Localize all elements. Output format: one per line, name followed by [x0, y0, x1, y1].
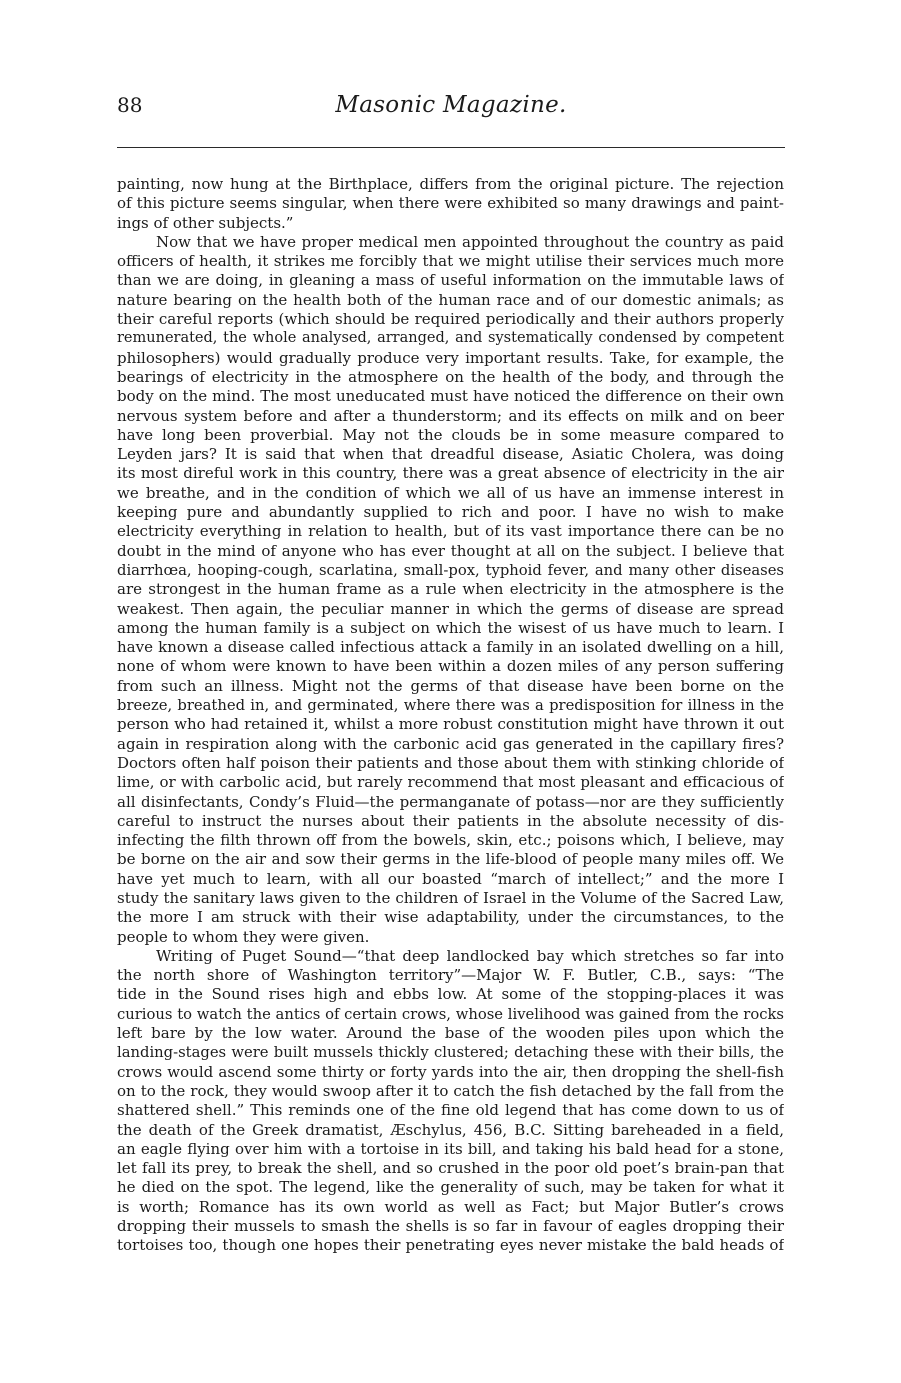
text-line: body on the mind. The most uneducated must have noticed the difference on their own [117, 387, 784, 406]
text-line: is worth; Romance has its own world as well as Fact; but Major Butler’s crows [117, 1197, 784, 1216]
text-line: left bare by the low water. Around the base of the wooden piles upon which the [117, 1024, 784, 1043]
text-line: their careful reports (which should be required periodically and their authors properly [117, 310, 784, 329]
text-line: officers of health, it strikes me forcibly that we might utilise their services much more [117, 252, 784, 271]
text-line: be borne on the air and sow their germs in the life-blood of people many miles off. We [117, 850, 784, 869]
text-line: have known a disease called infectious attack a family in an isolated dwelling on a hill, [117, 638, 784, 657]
text-line: have yet much to learn, with all our boasted “march of intellect;” and the more I [117, 869, 784, 888]
text-line: lime, or with carbolic acid, but rarely recommend that most pleasant and efficacious of [117, 773, 784, 792]
text-line: its most direful work in this country, there was a great absence of electricity in the air [117, 464, 784, 483]
text-line: electricity everything in relation to health, but of its vast importance there can be no [117, 522, 784, 541]
text-line: tide in the Sound rises high and ebbs low. At some of the stopping-places it was [117, 985, 784, 1004]
text-line: than we are doing, in gleaning a mass of useful information on the immutable laws of [117, 271, 784, 290]
text-line: doubt in the mind of anyone who has ever thought at all on the subject. I believe that [117, 541, 784, 560]
header-divider [117, 147, 785, 148]
text-line: landing-stages were built mussels thickly clustered; detaching these with their bills, the [117, 1044, 784, 1062]
text-line: of this picture seems singular, when there were exhibited so many drawings and paint- [117, 194, 784, 213]
text-line: infecting the filth thrown off from the bowels, skin, etc.; poisons which, I believe, may [117, 831, 784, 850]
text-line: breeze, breathed in, and germinated, where there was a predisposition for illness in the [117, 697, 784, 715]
text-line: an eagle flying over him with a tortoise in its bill, and taking his bald head for a stone, [117, 1139, 784, 1158]
text-line: Now that we have proper medical men appointed throughout the country as paid [156, 232, 784, 251]
article-body [117, 175, 784, 1375]
text-line: on to the rock, they would swoop after it to catch the fish detached by the fall from the [117, 1081, 784, 1100]
text-line: diarrhœa, hooping-cough, scarlatina, small-pox, typhoid fever, and many other diseases [117, 561, 784, 579]
text-line: painting, now hung at the Birthplace, differs from the original picture. The rejection [117, 175, 784, 193]
text-line: person who had retained it, whilst a more robust constitution might have thrown it out [117, 715, 784, 734]
page-header [117, 92, 785, 126]
text-line: again in respiration along with the carbonic acid gas generated in the capillary fires? [117, 734, 784, 753]
text-line: Doctors often half poison their patients and those about them with stinking chloride of [117, 753, 784, 772]
text-line: study the sanitary laws given to the children of Israel in the Volume of the Sacred Law, [117, 888, 784, 907]
text-line: remunerated, the whole analysed, arranged, and systematically condensed by competent [117, 330, 784, 347]
text-line: ings of other subjects.” [117, 213, 294, 232]
running-title: Masonic Magazine. [335, 92, 567, 118]
text-line: shattered shell.” This reminds one of the fine old legend that has come down to us of [117, 1101, 784, 1120]
text-line: Leyden jars? It is said that when that dreadful disease, Asiatic Cholera, was doing [117, 445, 784, 464]
text-line: Writing of Puget Sound—“that deep landlocked bay which stretches so far into [156, 946, 784, 965]
page-number: 88 [117, 93, 143, 117]
text-line: nature bearing on the health both of the human race and of our domestic animals; as [117, 290, 784, 309]
text-line: none of whom were known to have been within a dozen miles of any person suffering [117, 657, 784, 676]
text-line: curious to watch the antics of certain crows, whose livelihood was gained from the rocks [117, 1005, 784, 1023]
text-line: from such an illness. Might not the germs of that disease have been borne on the [117, 676, 784, 695]
text-line: among the human family is a subject on which the wisest of us have much to learn. I [117, 618, 784, 637]
text-line: people to whom they were given. [117, 927, 370, 946]
text-line: have long been proverbial. May not the clouds be in some measure compared to [117, 425, 784, 444]
text-line: crows would ascend some thirty or forty yards into the air, then dropping the shell-fish [117, 1062, 784, 1081]
text-line: dropping their mussels to smash the shells is so far in favour of eagles dropping their [117, 1217, 784, 1236]
text-line: all disinfectants, Condy’s Fluid—the permanganate of potass—nor are they sufficiently [117, 792, 784, 811]
text-line: weakest. Then again, the peculiar manner in which the germs of disease are spread [117, 599, 784, 618]
text-line: keeping pure and abundantly supplied to rich and poor. I have no wish to make [117, 503, 784, 522]
text-line: tortoises too, though one hopes their penetrating eyes never mistake the bald heads of [117, 1236, 784, 1255]
text-line: bearings of electricity in the atmosphere on the health of the body, and through the [117, 367, 784, 386]
text-line: the death of the Greek dramatist, Æschylus, 456, B.C. Sitting bareheaded in a field, [117, 1120, 784, 1139]
text-line: the more I am struck with their wise adaptability, under the circumstances, to the [117, 908, 784, 927]
text-line: we breathe, and in the condition of which we all of us have an immense interest in [117, 483, 784, 502]
text-line: nervous system before and after a thunderstorm; and its effects on milk and on beer [117, 406, 784, 425]
text-line: are strongest in the human frame as a rule when electricity in the atmosphere is the [117, 580, 784, 599]
text-line: careful to instruct the nurses about their patients in the absolute necessity of dis- [117, 811, 784, 830]
text-line: philosophers) would gradually produce very important results. Take, for example, the [117, 348, 784, 367]
text-line: the north shore of Washington territory”—Major W. F. Butler, C.B., says: “The [117, 966, 784, 985]
text-line: let fall its prey, to break the shell, and so crushed in the poor old poet’s brain-pan that [117, 1159, 784, 1178]
text-line: he died on the spot. The legend, like the generality of such, may be taken for what it [117, 1178, 784, 1197]
